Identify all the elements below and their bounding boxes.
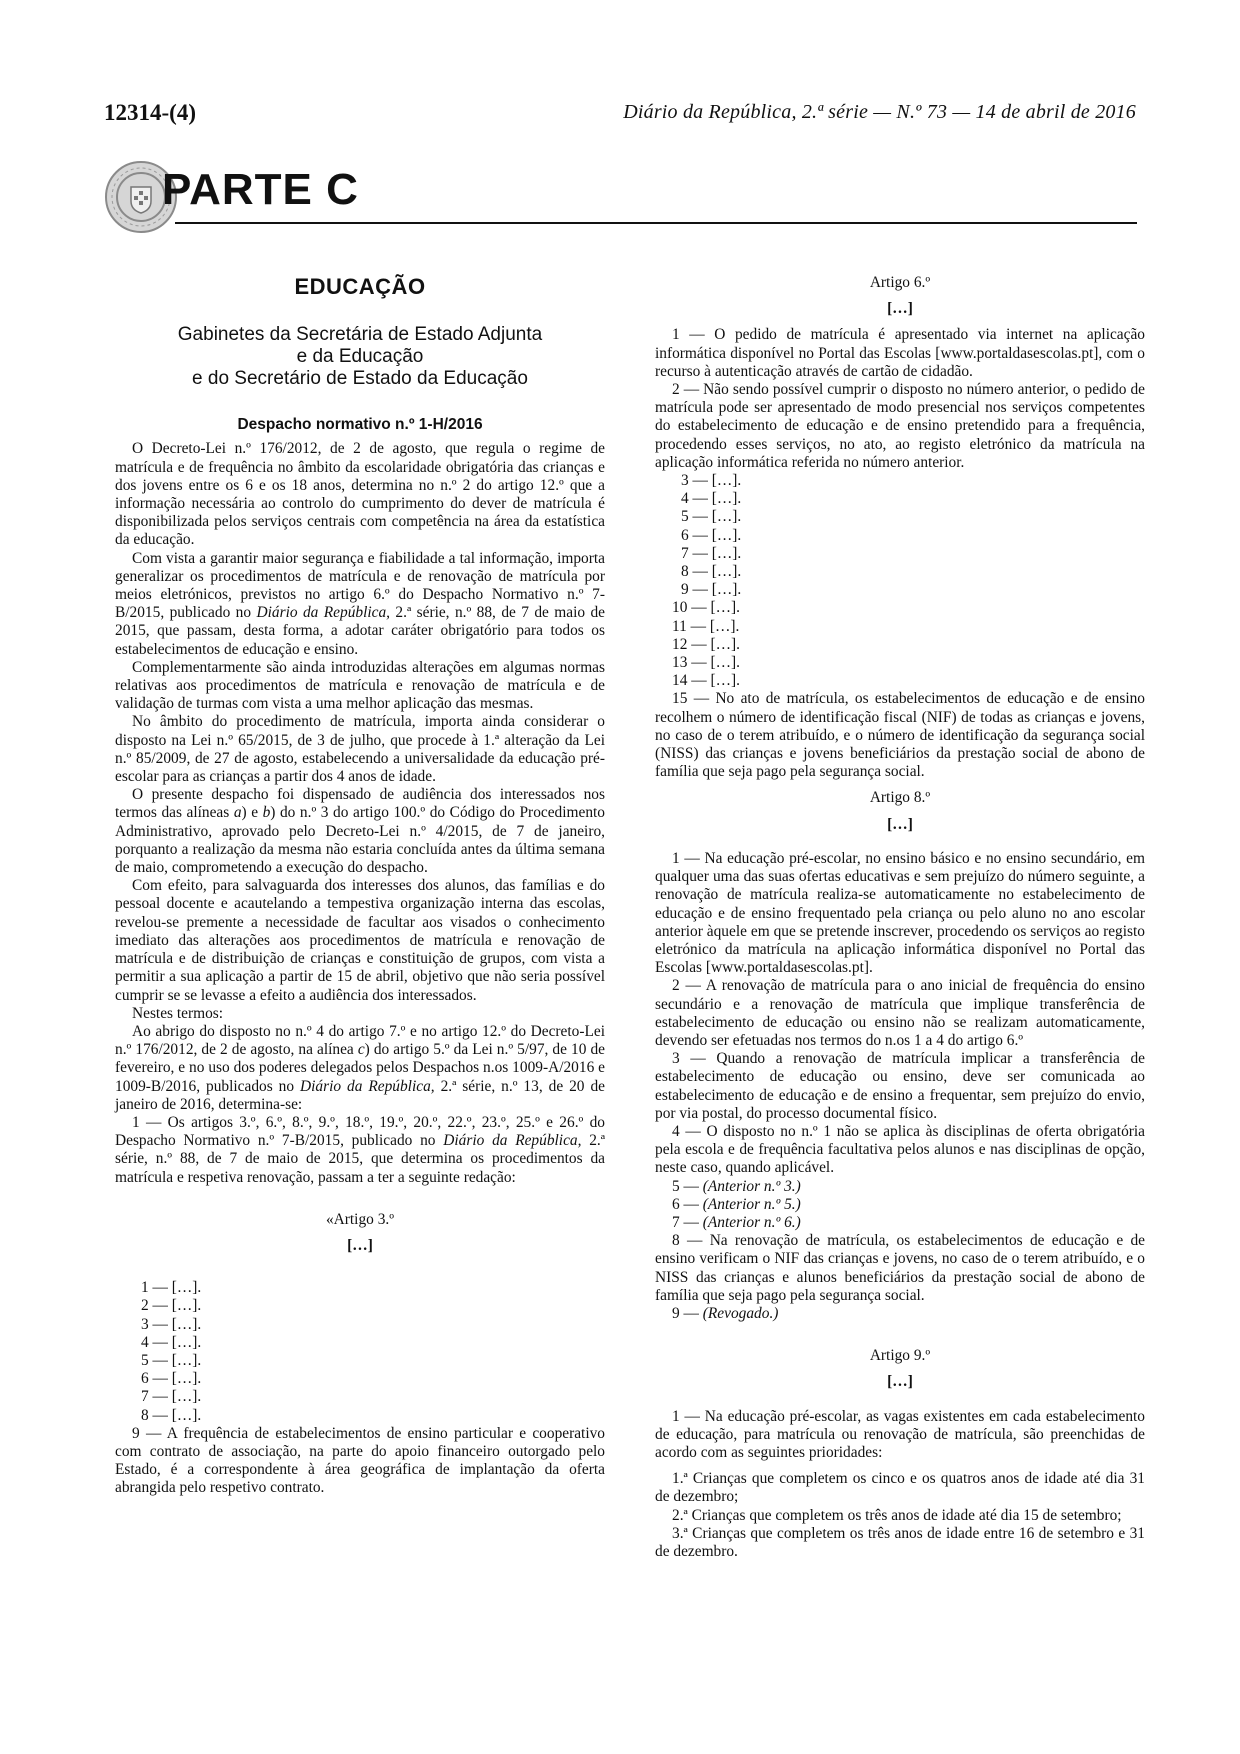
list-item: 11 — […]. (672, 617, 740, 635)
list-item: 1 — […]. (141, 1279, 202, 1297)
article-title: Artigo 9.º (869, 1347, 931, 1365)
part-divider (175, 222, 1137, 224)
article-title: Artigo 8.º (869, 789, 931, 807)
article-title: Artigo 6.º (869, 274, 931, 291)
list-item: 6 — […]. (681, 526, 742, 544)
office-title (115, 324, 605, 390)
office-line-1: Gabinetes da Secretária de Estado Adjunta (177, 324, 543, 346)
paragraph: 1 — Na educação pré-escolar, as vagas existentes em cada estabelecimento de educação, para matrícula ou renovação de matrícula, são preenchidas de acordo com as seguintes prioridades: (655, 1407, 1145, 1461)
paragraph: 1 — Na educação pré-escolar, no ensino básico e no ensino secundário, em qualquer uma das suas ofertas educativas e sem prejuízo do número seguinte, a renovação de matrícula realiza-se automaticamente no estabelecimento de educação e de ensino frequentado pela criança ou pelo aluno no ano escolar anterior àquele em que se pretende inscrever, procedendo os serviços ao registo eletrónico da matrícula na aplicação informática disponível no Portal das Escolas [www.portaldasescolas.pt]. (655, 849, 1145, 977)
list-item: 2.ª Crianças que completem os três anos de idade até dia 15 de setembro; (672, 1506, 1122, 1524)
list-item: 7 — […]. (141, 1388, 202, 1406)
article-title: «Artigo 3.º (325, 1210, 395, 1228)
paragraph: 9 — A frequência de estabelecimentos de ensino particular e cooperativo com contrato de associação, na parte do apoio financeiro outorgado pelo Estado, é a correspondente à área geográfica de implantação da oferta abrangida pelo respetivo contrato. (115, 1424, 605, 1497)
list-item: 5 — […]. (141, 1351, 202, 1369)
list-item: 14 — […]. (672, 672, 740, 690)
list-item: 8 — […]. (681, 563, 742, 581)
publication-header: Diário da República, 2.ª série — N.º 73 — 14 de abril de 2016 (623, 101, 1136, 123)
paragraph: 6 — (Anterior n.º 5.) (672, 1195, 801, 1213)
article-ellipsis: […] (887, 815, 913, 833)
paragraph: 9 — (Revogado.) (672, 1304, 779, 1322)
paragraph: 8 — Na renovação de matrícula, os estabelecimentos de educação e de ensino verificam o NIF das crianças e jovens, no caso de o terem atribuído, e o NISS das crianças e alunos beneficiários da prestação social de abono de família que seja pago pela segurança social. (655, 1232, 1145, 1304)
list-item: 4 — […]. (681, 490, 742, 508)
paragraph: Com efeito, para salvaguarda dos interesses dos alunos, das famílias e do pessoal docente e acautelando a tempestiva organização interna das escolas, revelou-se premente a necessidade de facultar aos visados o conhecimento imediato das alterações aos procedimentos de matrícula e renovação de matrícula e de distribuição de crianças e constituição de grupos, com vista a permitir a sua aplicação a partir de 15 de abril, objetivo que não seria possível cumprir se se levasse a efeito a audiência dos interessados. (115, 877, 605, 1004)
paragraph: No âmbito do procedimento de matrícula, importa ainda considerar o disposto na Lei n.º 65/2015, de 3 de julho, que procede à 1.ª alteração da Lei n.º 85/2009, de 27 de agosto, estabelecendo a universalidade da educação pré-escolar para as crianças a partir dos 4 anos de idade. (115, 713, 605, 786)
paragraph: 5 — (Anterior n.º 3.) (672, 1177, 801, 1195)
part-title: PARTE C (162, 165, 359, 214)
list-item: 10 — […]. (672, 599, 740, 617)
paragraph: Nestes termos: (132, 1004, 224, 1022)
list-item: 3 — […]. (141, 1315, 202, 1333)
list-item: 12 — […]. (672, 635, 740, 653)
paragraph: 3 — Quando a renovação de matrícula implicar a transferência de estabelecimento de educação ou ensino, deve ser comunicada ao estabelecimento de educação e de ensino a frequentar, sem prejuízo do envio, por via postal, do processo documental físico. (655, 1050, 1145, 1122)
paragraph: O presente despacho foi dispensado de audiência dos interessados nos termos das alíneas a) e b) do n.º 3 do artigo 100.º do Código do Procedimento Administrativo, aprovado pelo Decreto-Lei n.º 4/2015, de 7 de janeiro, porquanto a realização da mesma não estaria concluída antes da última semana de maio, comprometendo a execução do despacho. (115, 786, 605, 877)
section-title: EDUCAÇÃO (294, 274, 426, 299)
paragraph: 7 — (Anterior n.º 6.) (672, 1213, 801, 1231)
list-item: 8 — […]. (141, 1406, 202, 1424)
office-line-3: e do Secretário de Estado da Educação (192, 368, 528, 390)
list-item: 9 — […]. (681, 581, 742, 599)
page-number: 12314-(4) (104, 100, 196, 125)
list-item: 6 — […]. (141, 1370, 202, 1388)
despacho-title: Despacho normativo n.º 1-H/2016 (237, 416, 483, 434)
list-item: 3.ª Crianças que completem os três anos de idade entre 16 de setembro e 31 de dezembro. (655, 1524, 1145, 1560)
list-item: 3 — […]. (681, 472, 742, 490)
article-items (115, 1279, 605, 1425)
paragraph: 4 — O disposto no n.º 1 não se aplica às disciplinas de oferta obrigatória pela escola e de frequência facultativa pelos alunos e nas disciplinas de opção, neste caso, quando aplicável. (655, 1122, 1145, 1177)
paragraph: 2 — Não sendo possível cumprir o disposto no número anterior, o pedido de matrícula pode ser apresentado de modo presencial nos serviços competentes do estabelecimento de educação e de ensino pretendido para a frequência, procedendo esses serviços, no ato, ao registo eletrónico da matrícula na aplicação informática referida no número anterior. (655, 381, 1145, 471)
paragraph: 1 — Os artigos 3.º, 6.º, 8.º, 9.º, 18.º, 19.º, 20.º, 22.º, 23.º, 25.º e 26.º do Despacho Normativo n.º 7-B/2015, publicado no Diário da República, 2.ª série, n.º 88, de 7 de maio de 2015, que determina os procedimentos da matrícula e respetiva renovação, passam a ter a seguinte redação: (115, 1113, 605, 1186)
paragraph: 1 — O pedido de matrícula é apresentado via internet na aplicação informática disponível no Portal das Escolas [www.portaldasescolas.pt], com o recurso à autenticação através de cartão de cidadão. (655, 326, 1145, 380)
article-items (655, 472, 1145, 690)
list-item: 13 — […]. (672, 654, 740, 672)
list-item: 7 — […]. (681, 544, 742, 562)
list-item: 1.ª Crianças que completem os cinco e os quatros anos de idade até dia 31 de dezembro; (655, 1470, 1145, 1506)
paragraph: Com vista a garantir maior segurança e fiabilidade a tal informação, importa generalizar os procedimentos de matrícula e de renovação de matrícula por meios eletrónicos, previstos no artigo 6.º do Despacho Normativo n.º 7-B/2015, publicado no Diário da República, 2.ª série, n.º 88, de 7 de maio de 2015, que passam, desta forma, a adotar caráter obrigatório para todos os estabelecimentos de educação e ensino. (115, 549, 606, 658)
paragraph: O Decreto-Lei n.º 176/2012, de 2 de agosto, que regula o regime de matrícula e de frequência no âmbito da escolaridade obrigatória das crianças e dos jovens entre os 6 e os 18 anos, determina no n.º 2 do artigo 12.º que a informação necessária ao controlo do cumprimento do dever de matrícula é disponibilizada pelos serviços centrais com competência na área da estatística da educação. (115, 440, 605, 549)
paragraph: Ao abrigo do disposto no n.º 4 do artigo 7.º e no artigo 12.º do Decreto-Lei n.º 176/2012, de 2 de agosto, na alínea c) do artigo 5.º da Lei n.º 5/97, de 10 de fevereiro, e no uso dos poderes delegados pelos Despachos n.os 1009-A/2016 e 1009-B/2016, publicados no Diário da República, 2.ª série, n.º 13, de 20 de janeiro de 2016, determina-se: (115, 1022, 605, 1113)
article-ellipsis: […] (347, 1236, 373, 1254)
list-item: 5 — […]. (681, 508, 742, 526)
list-item: 2 — […]. (141, 1297, 202, 1315)
list-item: 4 — […]. (141, 1333, 202, 1351)
paragraph: 2 — A renovação de matrícula para o ano inicial de frequência do ensino secundário e a renovação de matrícula que implique transferência de estabelecimento de educação ou ensino não se realizam automaticamente, devendo ser efetuadas nos termos do n.os 1 a 4 do artigo 6.º (655, 977, 1145, 1049)
priority-list (655, 1470, 1145, 1561)
paragraph: Complementarmente são ainda introduzidas alterações em algumas normas relativas aos procedimentos de matrícula e renovação de matrícula e de validação de turmas com vista a uma melhor aplicação das mesmas. (115, 658, 605, 713)
article-ellipsis: […] (887, 1373, 913, 1391)
office-line-2: e da Educação (296, 346, 424, 368)
right-column (655, 274, 1145, 1561)
paragraph: 15 — No ato de matrícula, os estabelecimentos de educação e de ensino recolhem o número de identificação fiscal (NIF) de todas as crianças e jovens, no caso de o terem atribuído, e o número de identificação da segurança social (NISS) das crianças e jovens beneficiários da prestação social de abono de família que seja pago pela segurança social. (655, 690, 1145, 781)
article-ellipsis: […] (887, 300, 913, 318)
left-column (115, 270, 605, 1498)
